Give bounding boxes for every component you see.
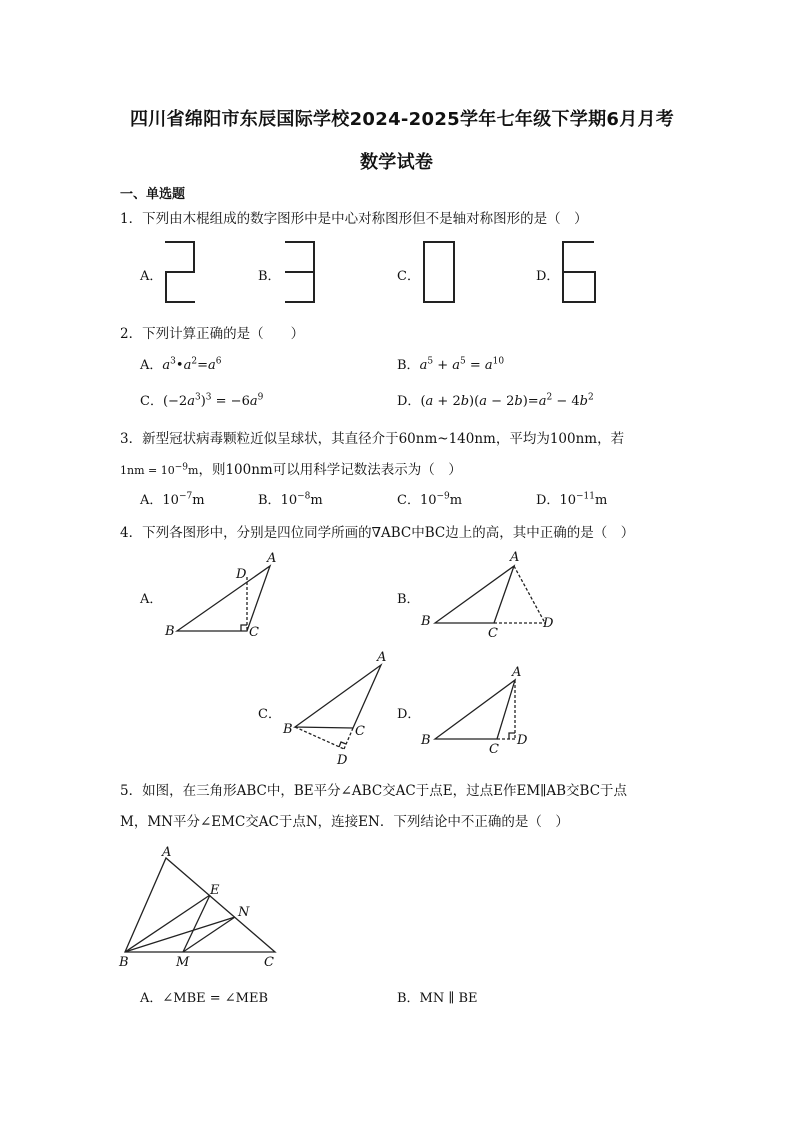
q4-figure-a [160, 548, 290, 643]
label-d: D [543, 616, 554, 631]
digit-6-figure [557, 238, 601, 308]
label-b: B [119, 955, 129, 970]
q3-option-c [397, 489, 462, 508]
q4-figure-c [280, 648, 400, 768]
q1-option-a-label: A． [140, 269, 163, 284]
label-e: E [210, 883, 220, 898]
q5-option-a: A．∠MBE = ∠MEB [140, 991, 269, 1006]
q2-option-b-formula: $a^5 + a^5 = a^{10}$ [419, 356, 505, 373]
q2-option-d-formula: $(a + 2b)(a - 2b)=a^2 - 4b^2$ [420, 392, 594, 409]
q3-option-a-label: A． [140, 493, 163, 508]
question-3-stem-line2 [120, 458, 462, 478]
q2-option-d [397, 390, 594, 409]
q1-option-d-label: D． [536, 269, 560, 284]
label-d: D [517, 733, 528, 748]
q3-option-d-label: D． [536, 493, 560, 508]
q2-option-b-label: B． [397, 358, 420, 373]
section-heading: 一、单选题 [120, 187, 186, 202]
label-a: A [377, 650, 387, 665]
q3-stem-rest: ，则100nm可以用科学记数法表示为（ ） [198, 462, 462, 478]
label-b: B [165, 624, 175, 639]
label-a: A [510, 550, 520, 565]
label-c: C [488, 626, 498, 641]
q3-option-b-label: B． [258, 493, 281, 508]
label-b: B [421, 733, 431, 748]
question-2-stem: 2．下列计算正确的是（ ） [120, 326, 305, 342]
q5-option-b: B．MN ∥ BE [397, 991, 478, 1006]
q4-option-d-label: D． [397, 707, 421, 722]
label-b: B [421, 614, 431, 629]
exam-subtitle: 数学试卷 [360, 152, 434, 173]
q4-option-a-label: A． [140, 592, 163, 607]
label-a: A [162, 845, 172, 860]
question-3-stem-line1: 3．新型冠状病毒颗粒近似呈球状，其直径介于60nm~140nm，平均为100nm，若 [120, 431, 625, 447]
question-1-stem: 1．下列由木棍组成的数字图形中是中心对称图形但不是轴对称图形的是（ ） [120, 211, 588, 227]
q4-option-b-label: B． [397, 592, 420, 607]
label-d: D [236, 567, 247, 582]
q1-option-c-label: C． [397, 269, 420, 284]
q3-unit-definition: $1nm = 10^{-9}m$ [120, 462, 199, 477]
q3-option-b-value: $10^{-8}m$ [280, 491, 323, 508]
q4-figure-d [418, 660, 548, 760]
q2-option-b [397, 354, 504, 373]
q3-option-d-value: $10^{-11}m$ [559, 491, 608, 508]
q2-option-c [140, 390, 263, 409]
q2-option-a-label: A． [140, 358, 163, 373]
digit-3-figure [280, 238, 320, 308]
q2-option-a [140, 354, 221, 373]
label-a: A [512, 665, 522, 680]
exam-title: 四川省绵阳市东辰国际学校2024-2025学年七年级下学期6月月考 [130, 109, 675, 130]
q2-option-a-formula: $a^3•a^2=a^6$ [162, 356, 222, 373]
question-5-stem-line1: 5．如图，在三角形ABC中，BE平分∠ABC交AC于点E，过点E作EM∥AB交BC于点 [120, 783, 628, 799]
q4-figure-b [418, 545, 568, 640]
label-b: B [283, 722, 293, 737]
q3-option-a-value: $10^{-7}m$ [162, 491, 205, 508]
q2-option-c-formula: $(-2a^3)^3 = -6a^9$ [162, 392, 264, 409]
label-n: N [238, 905, 250, 920]
q2-option-d-label: D． [397, 394, 421, 409]
label-a: A [267, 551, 277, 566]
q3-option-d [536, 489, 607, 508]
q3-option-b [258, 489, 323, 508]
label-m: M [176, 955, 190, 970]
q3-option-a [140, 489, 205, 508]
question-5-stem-line2: M，MN平分∠EMC交AC于点N，连接EN．下列结论中不正确的是（ ） [120, 814, 569, 830]
label-c: C [249, 625, 259, 640]
q4-option-c-label: C． [258, 707, 281, 722]
q3-option-c-label: C． [397, 493, 420, 508]
label-c: C [489, 742, 499, 757]
q3-option-c-value: $10^{-9}m$ [419, 491, 463, 508]
question-4-stem: 4．下列各图形中，分别是四位同学所画的∇ABC中BC边上的高，其中正确的是（ ） [120, 525, 635, 541]
label-d: D [337, 753, 348, 768]
digit-0-figure [418, 238, 460, 308]
label-c: C [355, 724, 365, 739]
q5-triangle-figure [115, 842, 290, 972]
q2-option-c-label: C． [140, 394, 163, 409]
label-c: C [264, 955, 274, 970]
q1-option-b-label: B． [258, 269, 281, 284]
digit-2-figure [160, 238, 200, 308]
